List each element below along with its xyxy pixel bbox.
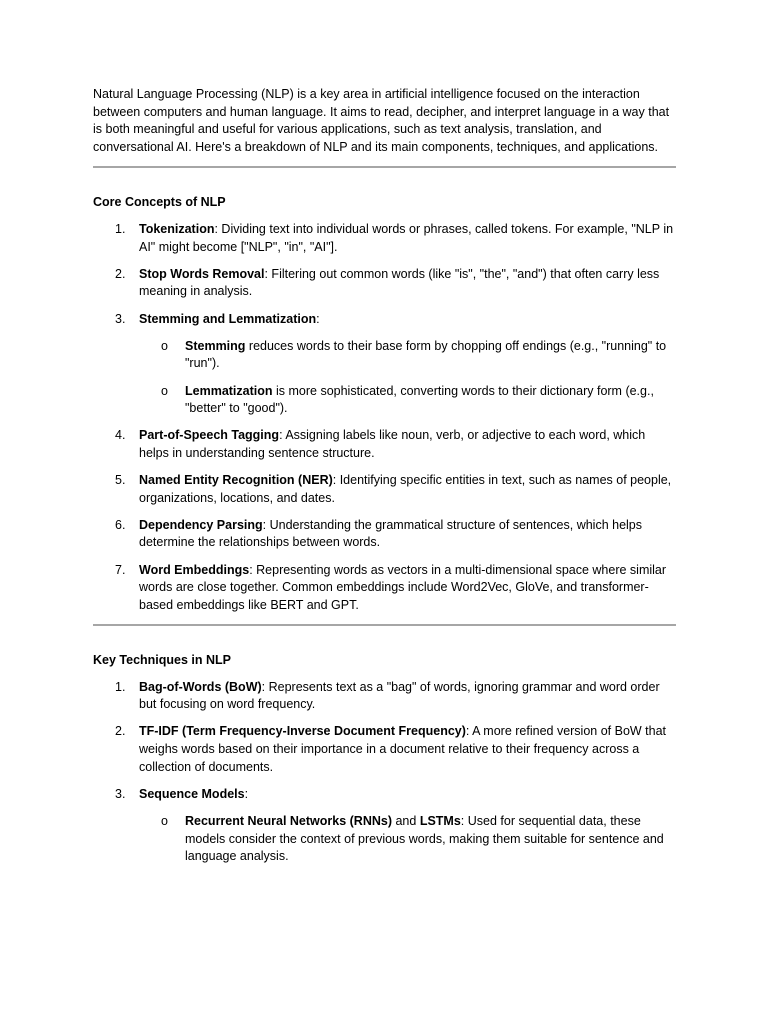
bullet-icon: o: [161, 338, 168, 353]
list-item: 2. TF-IDF (Term Frequency-Inverse Document Frequency): A more refined version of BoW that weighs words based on their importance in a document relative to their frequency across a collection of documents.: [115, 724, 667, 774]
section-title-key-techniques: Key Techniques in NLP: [93, 653, 231, 667]
key-techniques-list: [93, 679, 676, 866]
divider: [93, 624, 676, 626]
item-term: Tokenization: [139, 221, 215, 236]
item-term: Recurrent Neural Networks (RNNs): [185, 813, 392, 828]
sub-list-item: o Recurrent Neural Networks (RNNs) and LSTMs: Used for sequential data, these models consider the context of previous words, making them suitable for sentence and language analysis.: [161, 813, 664, 864]
list-item: 1. Tokenization: Dividing text into individual words or phrases, called tokens. For example, "NLP in AI" might become ["NLP", "in", "AI"].: [115, 221, 674, 254]
list-item: 6. Dependency Parsing: Understanding the grammatical structure of sentences, which helps determine the relationships between words.: [115, 517, 643, 550]
sub-list: [139, 813, 676, 866]
list-item: 1. Bag-of-Words (BoW): Represents text as a "bag" of words, ignoring grammar and word order but focusing on word frequency.: [115, 679, 660, 712]
item-term: Bag-of-Words (BoW): [139, 679, 262, 694]
divider: [93, 166, 676, 168]
sub-list-item: o Stemming reduces words to their base form by chopping off endings (e.g., "running" to "run").: [161, 338, 667, 371]
item-term: Stemming: [185, 338, 246, 353]
item-term: LSTMs: [419, 813, 461, 828]
list-item: 7. Word Embeddings: Representing words as vectors in a multi-dimensional space where similar words are close together. Common embeddings include Word2Vec, GloVe, and transformer-based embeddings like BERT and GPT.: [115, 562, 667, 612]
bullet-icon: o: [161, 383, 168, 398]
item-term: Word Embeddings: [139, 562, 250, 577]
item-term: TF-IDF (Term Frequency-Inverse Document Frequency): [139, 724, 466, 739]
section-title-core-concepts: Core Concepts of NLP: [93, 195, 226, 210]
core-concepts-list: [93, 221, 676, 614]
item-term: Lemmatization: [185, 383, 273, 398]
list-item: 5. Named Entity Recognition (NER): Identifying specific entities in text, such as names of people, organizations, locations, and dates.: [115, 473, 672, 505]
list-item: 4. Part-of-Speech Tagging: Assigning labels like noun, verb, or adjective to each word, which helps in understanding sentence structure.: [115, 428, 646, 460]
item-term: Stop Words Removal: [139, 266, 265, 281]
sub-list: [139, 338, 676, 418]
intro-paragraph: Natural Language Processing (NLP) is a key area in artificial intelligence focused on the interaction between computers and human language. It aims to read, decipher, and interpret language in a way that is both meaningful and useful for various applications, such as text analysis, translation, and conversational AI. Here's a breakdown of NLP and its main components, techniques, and applications.: [93, 87, 670, 154]
list-item: 3. Stemming and Lemmatization: o Stemming reduces words to their base form by chopping off endings (e.g., "running" to "run"). o Lemmatization is more sophisticated, converting words to their dictionary form (e.g., "better" to "good").: [93, 311, 676, 418]
bullet-icon: o: [161, 813, 168, 828]
item-term: Sequence Models: [139, 786, 245, 801]
item-term: Stemming and Lemmatization: [139, 311, 317, 326]
sub-list-item: o Lemmatization is more sophisticated, converting words to their dictionary form (e.g., "better" to "good").: [161, 383, 654, 416]
item-term: Part-of-Speech Tagging: [139, 428, 280, 443]
list-item: 3. Sequence Models: o Recurrent Neural Networks (RNNs) and LSTMs: Used for sequential data, these models consider the context of previous words, making them suitable for sentence and language analysis.: [93, 786, 676, 866]
item-term: Dependency Parsing: [139, 517, 263, 532]
item-term: Named Entity Recognition (NER): [139, 473, 333, 488]
list-item: 2. Stop Words Removal: Filtering out common words (like "is", "the", "and") that often carry less meaning in analysis.: [115, 266, 660, 299]
